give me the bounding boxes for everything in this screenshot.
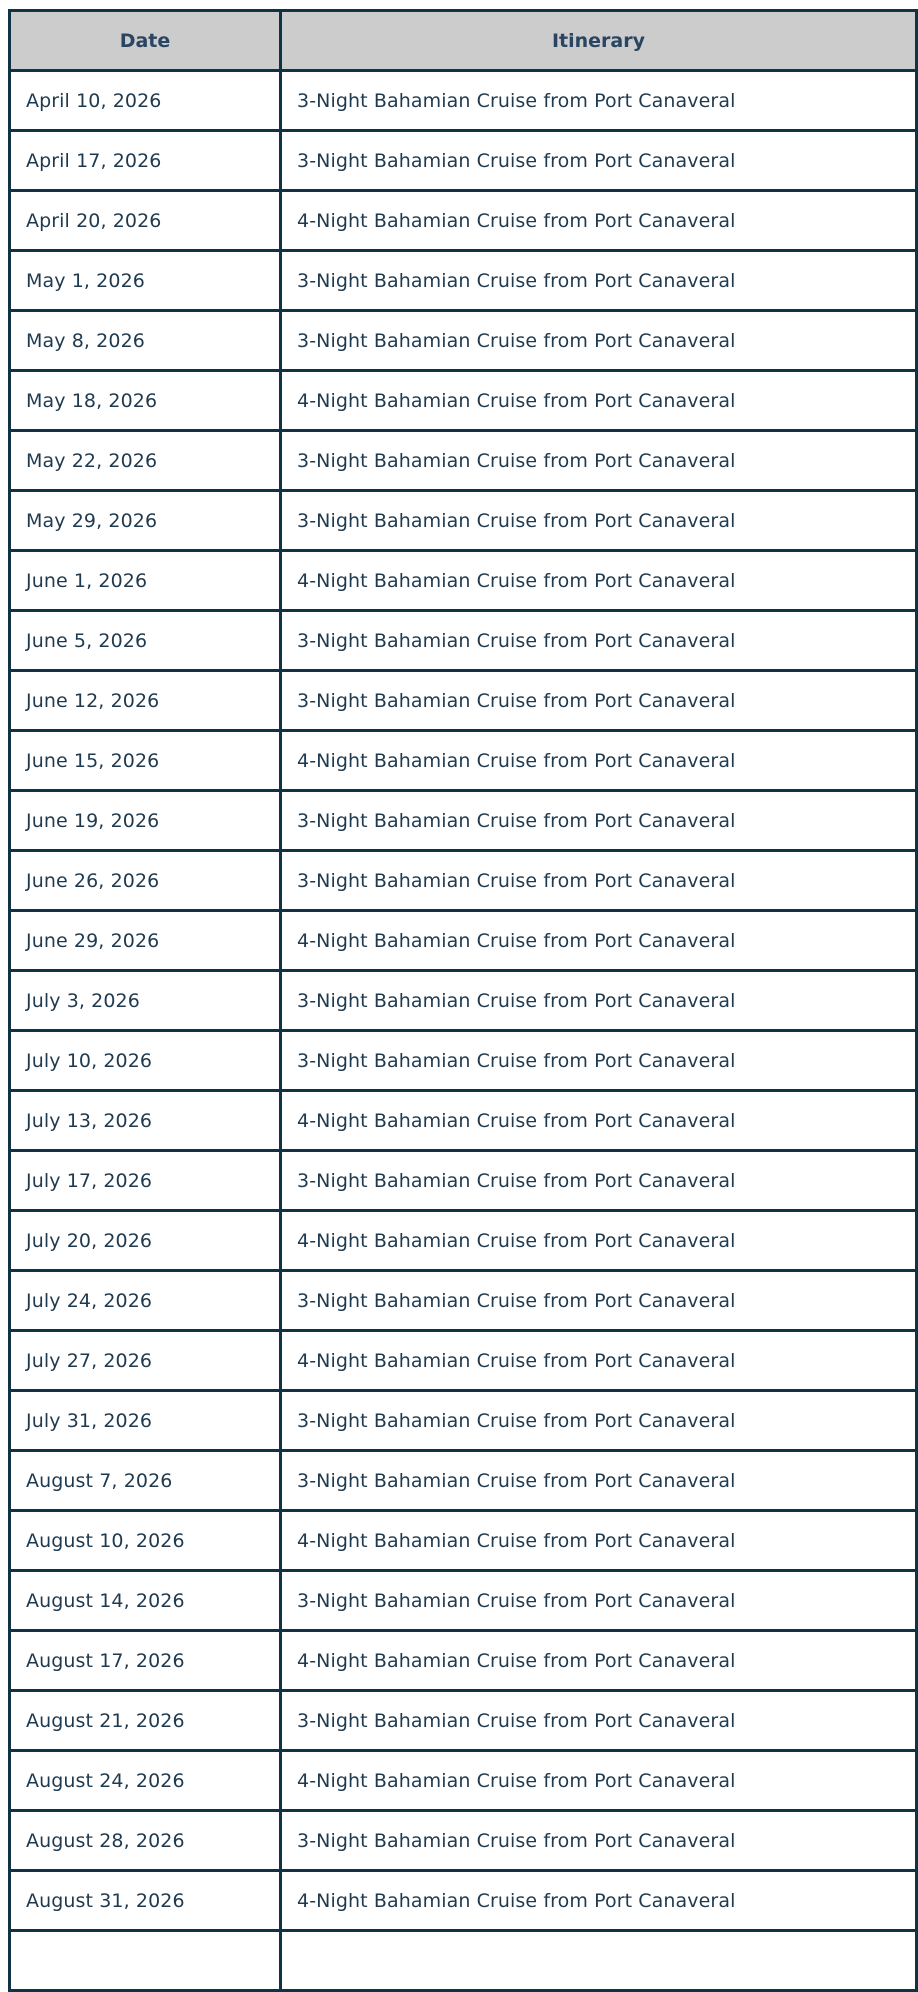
date-cell: June 26, 2026 — [10, 851, 281, 911]
date-cell: June 19, 2026 — [10, 791, 281, 851]
table-row — [10, 1871, 917, 1931]
itinerary-cell: 3-Night Bahamian Cruise from Port Canaveral — [281, 1691, 917, 1751]
cruise-schedule-table-container — [8, 9, 915, 1992]
date-cell: August 28, 2026 — [10, 1811, 281, 1871]
table-row — [10, 251, 917, 311]
date-cell: April 10, 2026 — [10, 71, 281, 131]
itinerary-cell: 4-Night Bahamian Cruise from Port Canaveral — [281, 731, 917, 791]
table-row — [10, 1691, 917, 1751]
table-row — [10, 1151, 917, 1211]
date-cell: May 18, 2026 — [10, 371, 281, 431]
date-cell: July 31, 2026 — [10, 1391, 281, 1451]
itinerary-cell: 3-Night Bahamian Cruise from Port Canaveral — [281, 1811, 917, 1871]
table-row — [10, 1031, 917, 1091]
date-cell: August 17, 2026 — [10, 1631, 281, 1691]
date-cell: August 21, 2026 — [10, 1691, 281, 1751]
table-row — [10, 671, 917, 731]
table-header — [10, 11, 917, 71]
table-row — [10, 131, 917, 191]
table-row — [10, 731, 917, 791]
itinerary-cell: 4-Night Bahamian Cruise from Port Canaveral — [281, 551, 917, 611]
table-row — [10, 1331, 917, 1391]
cruise-schedule-table — [8, 9, 918, 1992]
table-row — [10, 851, 917, 911]
itinerary-cell: 3-Night Bahamian Cruise from Port Canaveral — [281, 71, 917, 131]
itinerary-cell: 3-Night Bahamian Cruise from Port Canaveral — [281, 251, 917, 311]
date-cell: July 13, 2026 — [10, 1091, 281, 1151]
table-row — [10, 551, 917, 611]
date-cell: July 24, 2026 — [10, 1271, 281, 1331]
itinerary-cell: 3-Night Bahamian Cruise from Port Canaveral — [281, 1451, 917, 1511]
table-row — [10, 1571, 917, 1631]
date-cell: June 5, 2026 — [10, 611, 281, 671]
itinerary-cell: 3-Night Bahamian Cruise from Port Canaveral — [281, 1151, 917, 1211]
date-cell: April 20, 2026 — [10, 191, 281, 251]
date-cell: June 1, 2026 — [10, 551, 281, 611]
itinerary-cell: 4-Night Bahamian Cruise from Port Canaveral — [281, 1091, 917, 1151]
date-column-header: Date — [10, 11, 281, 71]
date-cell: May 8, 2026 — [10, 311, 281, 371]
date-cell: July 3, 2026 — [10, 971, 281, 1031]
table-row — [10, 191, 917, 251]
table-header-row — [10, 11, 917, 71]
table-row — [10, 611, 917, 671]
date-cell: June 12, 2026 — [10, 671, 281, 731]
date-cell: May 29, 2026 — [10, 491, 281, 551]
itinerary-cell: 3-Night Bahamian Cruise from Port Canaveral — [281, 311, 917, 371]
itinerary-cell: 3-Night Bahamian Cruise from Port Canaveral — [281, 1271, 917, 1331]
table-row — [10, 1751, 917, 1811]
itinerary-cell: 3-Night Bahamian Cruise from Port Canaveral — [281, 791, 917, 851]
itinerary-cell: 3-Night Bahamian Cruise from Port Canaveral — [281, 491, 917, 551]
itinerary-cell: 4-Night Bahamian Cruise from Port Canaveral — [281, 1511, 917, 1571]
itinerary-cell: 4-Night Bahamian Cruise from Port Canaveral — [281, 911, 917, 971]
itinerary-cell: 3-Night Bahamian Cruise from Port Canaveral — [281, 611, 917, 671]
date-cell: May 22, 2026 — [10, 431, 281, 491]
itinerary-cell: 3-Night Bahamian Cruise from Port Canaveral — [281, 1391, 917, 1451]
table-row — [10, 1451, 917, 1511]
table-row — [10, 1511, 917, 1571]
table-row — [10, 971, 917, 1031]
table-row — [10, 911, 917, 971]
table-row — [10, 1271, 917, 1331]
itinerary-cell: 3-Night Bahamian Cruise from Port Canaveral — [281, 431, 917, 491]
itinerary-cell: 4-Night Bahamian Cruise from Port Canaveral — [281, 1211, 917, 1271]
table-body — [10, 71, 917, 1991]
date-cell: June 29, 2026 — [10, 911, 281, 971]
itinerary-cell: 3-Night Bahamian Cruise from Port Canaveral — [281, 131, 917, 191]
itinerary-cell: 3-Night Bahamian Cruise from Port Canaveral — [281, 1031, 917, 1091]
itinerary-cell: 4-Night Bahamian Cruise from Port Canaveral — [281, 191, 917, 251]
itinerary-cell: 3-Night Bahamian Cruise from Port Canaveral — [281, 671, 917, 731]
itinerary-cell: 4-Night Bahamian Cruise from Port Canaveral — [281, 1631, 917, 1691]
date-cell: August 24, 2026 — [10, 1751, 281, 1811]
table-row — [10, 791, 917, 851]
date-cell: July 27, 2026 — [10, 1331, 281, 1391]
date-cell: August 7, 2026 — [10, 1451, 281, 1511]
date-cell: August 31, 2026 — [10, 1871, 281, 1931]
table-row — [10, 1091, 917, 1151]
date-cell: May 1, 2026 — [10, 251, 281, 311]
itinerary-cell: 4-Night Bahamian Cruise from Port Canaveral — [281, 1751, 917, 1811]
itinerary-cell: 3-Night Bahamian Cruise from Port Canaveral — [281, 971, 917, 1031]
date-cell: July 20, 2026 — [10, 1211, 281, 1271]
table-row — [10, 1811, 917, 1871]
date-cell: August 14, 2026 — [10, 1571, 281, 1631]
itinerary-column-header: Itinerary — [281, 11, 917, 71]
date-cell: June 15, 2026 — [10, 731, 281, 791]
itinerary-cell: 4-Night Bahamian Cruise from Port Canaveral — [281, 371, 917, 431]
itinerary-cell: 4-Night Bahamian Cruise from Port Canaveral — [281, 1871, 917, 1931]
itinerary-cell: 3-Night Bahamian Cruise from Port Canaveral — [281, 1571, 917, 1631]
table-row — [10, 1391, 917, 1451]
table-row — [10, 311, 917, 371]
date-cell: April 17, 2026 — [10, 131, 281, 191]
date-cell: August 10, 2026 — [10, 1511, 281, 1571]
table-row — [10, 1631, 917, 1691]
date-cell: July 17, 2026 — [10, 1151, 281, 1211]
table-row — [10, 1211, 917, 1271]
itinerary-cell: 4-Night Bahamian Cruise from Port Canaveral — [281, 1331, 917, 1391]
table-row — [10, 371, 917, 431]
table-row — [10, 491, 917, 551]
date-cell: July 10, 2026 — [10, 1031, 281, 1091]
table-row — [10, 431, 917, 491]
table-row — [10, 71, 917, 131]
itinerary-cell: 3-Night Bahamian Cruise from Port Canaveral — [281, 851, 917, 911]
